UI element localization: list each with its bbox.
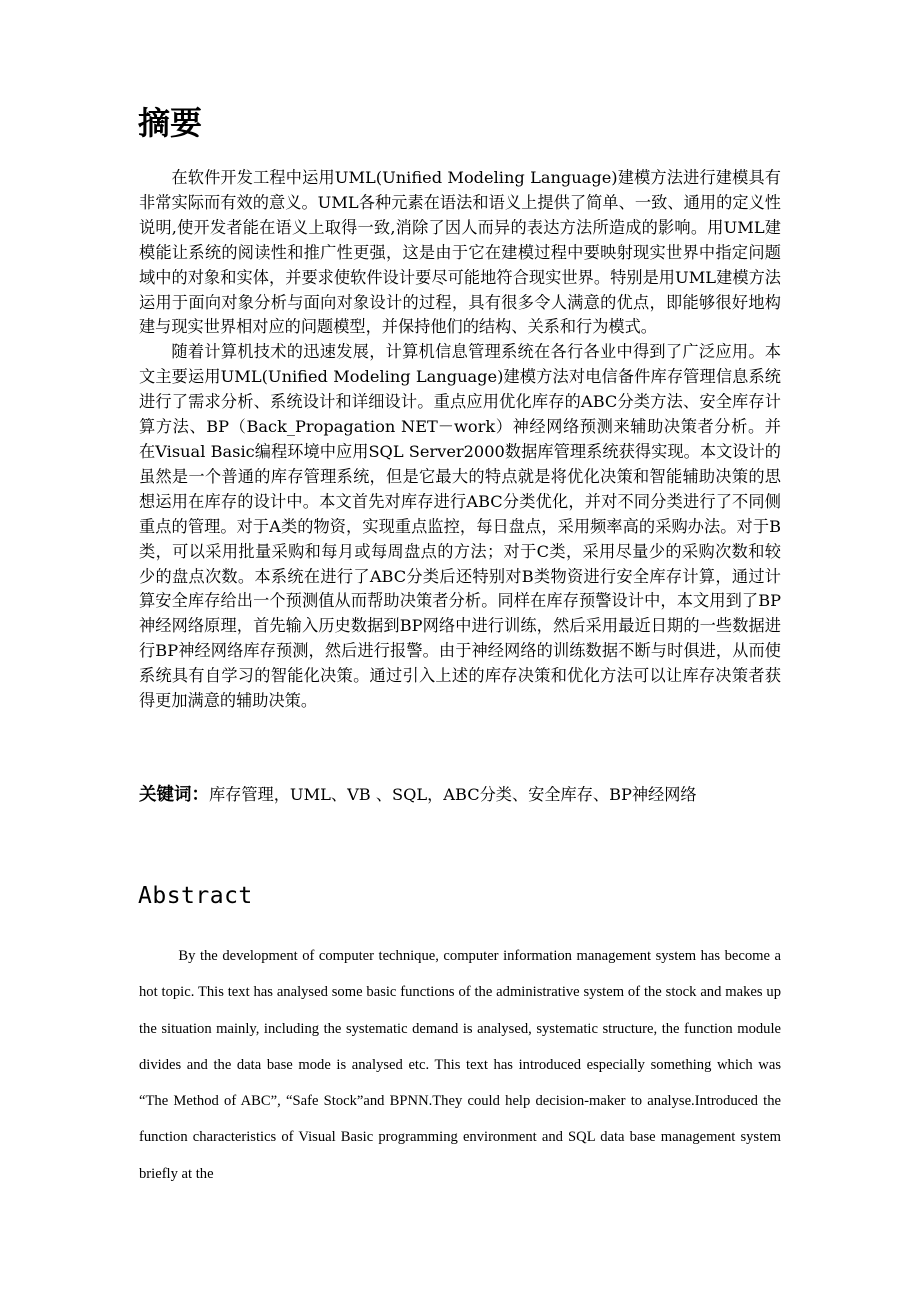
abstract-cn-paragraph-1: 在软件开发工程中运用UML(Unified Modeling Language)建模方法进行建模具有非常实际而有效的意义。UML各种元素在语法和语义上提供了简单、一致、通用的定义性说明,使开发者能在语义上取得一致,消除了因人而异的表达方法所造成的影响。用UML建模能让系统的阅读性和推广性更强，这是由于它在建模过程中要映射现实世界中指定问题域中的对象和实体，并要求使软件设计要尽可能地符合现实世界。特别是用UML建模方法运用于面向对象分析与面向对象设计的过程，具有很多令人满意的优点，即能够很好地构建与现实世界相对应的问题模型，并保持他们的结构、关系和行为模式。 xyxy=(139,168,781,337)
abstract-en-body xyxy=(139,938,781,1192)
abstract-cn-title: 摘要 xyxy=(138,104,203,142)
abstract-cn-body xyxy=(139,166,781,714)
keywords-text: 库存管理，UML、VB 、SQL，ABC分类、安全库存、BP神经网络 xyxy=(209,785,697,804)
abstract-cn-paragraph-2: 随着计算机技术的迅速发展，计算机信息管理系统在各行各业中得到了广泛应用。本文主要运用UML(Unified Modeling Language)建模方法对电信备件库存管理信息系统进行了需求分析、系统设计和详细设计。重点应用优化库存的ABC分类方法、安全库存计算方法、BP（Back_Propagation NET－work）神经网络预测来辅助决策者分析。并在Visual Basic编程环境中应用SQL Server2000数据库管理系统获得实现。本文设计的虽然是一个普通的库存管理系统，但是它最大的特点就是将优化决策和智能辅助决策的思想运用在库存的设计中。本文首先对库存进行ABC分类优化，并对不同分类进行了不同侧重点的管理。对于A类的物资，实现重点监控，每日盘点，采用频率高的采购办法。对于B类，可以采用批量采购和每月或每周盘点的方法；对于C类，采用尽量少的采购次数和较少的盘点次数。本系统在进行了ABC分类后还特别对B类物资进行安全库存计算，通过计算安全库存给出一个预测值从而帮助决策者分析。同样在库存预警设计中，本文用到了BP神经网络原理，首先输入历史数据到BP网络中进行训练，然后采用最近日期的一些数据进行BP神经网络库存预测，然后进行报警。由于神经网络的训练数据不断与时俱进，从而使系统具有自学习的智能化决策。通过引入上述的库存决策和优化方法可以让库存决策者获得更加满意的辅助决策。 xyxy=(139,342,781,711)
abstract-en-paragraph-1: By the development of computer technique, computer information management system has become a hot topic. This text has analysed some basic functions of the administrative system of the stock and makes up the situation mainly, including the systematic demand is analysed, systematic structure, the function module divides and the data base mode is analysed etc. This text has introduced especially something which was “The Method of ABC”, “Safe Stock”and BPNN.They could help decision-maker to analyse.Introduced the function characteristics of Visual Basic programming environment and SQL data base management system briefly at the xyxy=(139,948,781,1182)
abstract-en-title: Abstract xyxy=(138,883,253,909)
keywords-line xyxy=(139,782,799,808)
keywords-label: 关键词： xyxy=(139,785,209,805)
